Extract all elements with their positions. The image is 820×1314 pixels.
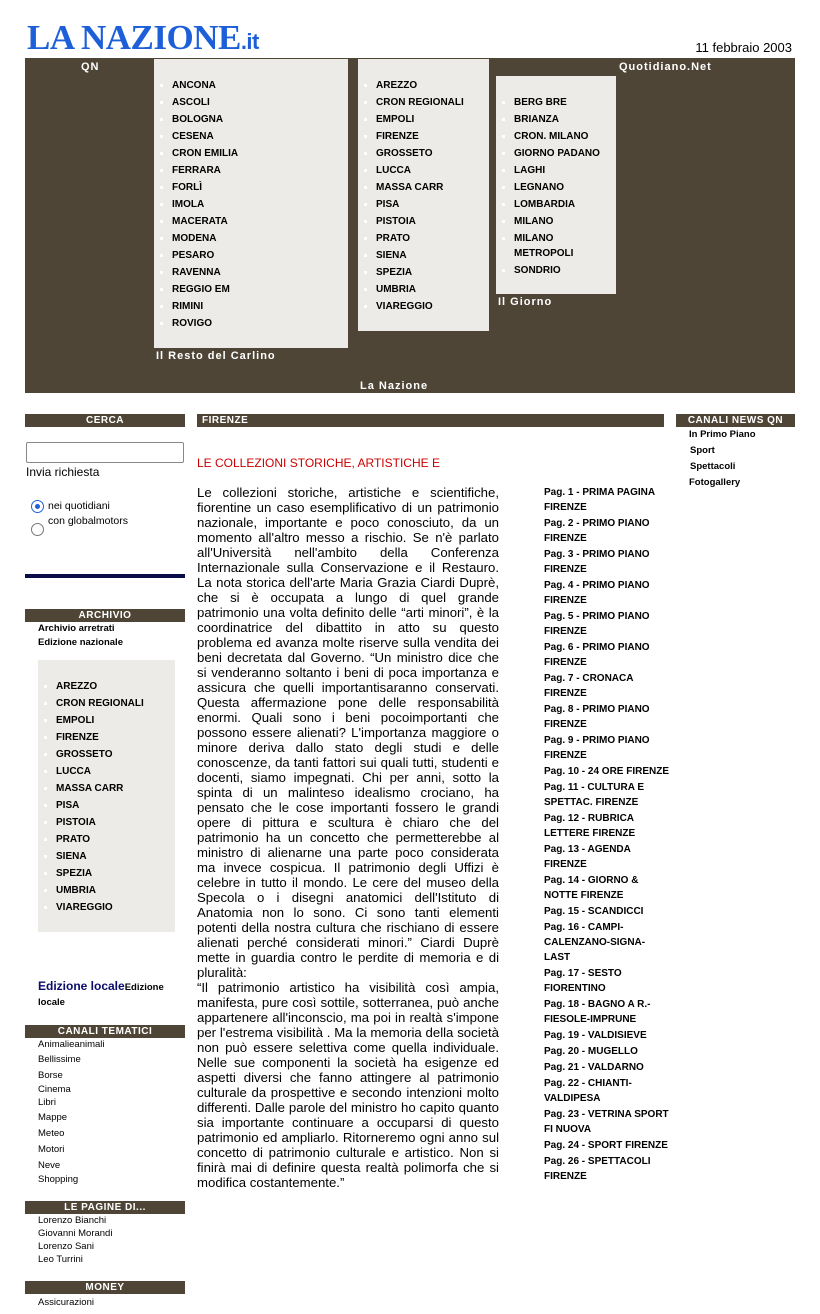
city-link[interactable]: LAGHI — [496, 162, 616, 179]
page-index-link[interactable]: Pag. 8 - PRIMO PIANO FIRENZE — [544, 704, 650, 730]
canale-link[interactable]: Shopping — [38, 1174, 79, 1185]
city-link[interactable]: REGGIO EM — [154, 281, 348, 298]
nazione-city-list — [358, 59, 489, 315]
city-link[interactable]: PISTOIA — [358, 213, 489, 230]
archive-city-link[interactable]: SPEZIA — [38, 865, 175, 882]
city-link[interactable]: CRON EMILIA — [154, 145, 348, 162]
canale-link[interactable]: Libri — [38, 1097, 56, 1108]
page-index-link[interactable]: Pag. 7 - CRONACA FIRENZE — [544, 673, 634, 699]
city-link[interactable]: SIENA — [358, 247, 489, 264]
canale-link[interactable]: Bellissime — [38, 1054, 81, 1065]
city-link[interactable]: FORLÌ — [154, 179, 348, 196]
archive-city-link[interactable]: UMBRIA — [38, 882, 175, 899]
canale-link[interactable]: Neve — [38, 1160, 61, 1171]
page-index-link[interactable]: Pag. 1 - PRIMA PAGINA FIRENZE — [544, 487, 655, 513]
page-index-link[interactable]: Pag. 24 - SPORT FIRENZE — [544, 1140, 668, 1151]
page-index-link[interactable]: Pag. 6 - PRIMO PIANO FIRENZE — [544, 642, 650, 668]
city-link[interactable]: BRIANZA — [496, 111, 616, 128]
city-link[interactable]: ANCONA — [154, 77, 348, 94]
page-index-link[interactable]: Pag. 5 - PRIMO PIANO FIRENZE — [544, 611, 650, 637]
city-link[interactable]: SONDRIO — [496, 262, 616, 279]
archive-cities-box — [38, 660, 175, 932]
city-link[interactable]: GIORNO PADANO — [496, 145, 616, 162]
city-link[interactable]: BERG BRE — [496, 94, 616, 111]
page-index-link[interactable]: Pag. 21 - VALDARNO — [544, 1062, 644, 1073]
city-link[interactable]: CRON REGIONALI — [358, 94, 489, 111]
city-link[interactable]: RIMINI — [154, 298, 348, 315]
nazione-label[interactable]: La Nazione — [360, 380, 429, 392]
pagine-link[interactable]: Giovanni Morandi — [38, 1228, 113, 1239]
section-title: FIRENZE — [197, 414, 664, 427]
city-link[interactable]: LOMBARDIA — [496, 196, 616, 213]
city-link[interactable]: IMOLA — [154, 196, 348, 213]
page-index-link[interactable]: Pag. 22 - CHIANTI-VALDIPESA — [544, 1078, 632, 1104]
carlino-label[interactable]: Il Resto del Carlino — [156, 350, 276, 362]
search-title: CERCA — [25, 414, 185, 427]
article-body — [197, 485, 499, 1190]
canale-link[interactable]: Borse — [38, 1070, 63, 1081]
giorno-cities-box — [496, 76, 616, 294]
edizione-locale[interactable] — [38, 979, 178, 1010]
city-link[interactable]: BOLOGNA — [154, 111, 348, 128]
city-link[interactable]: PESARO — [154, 247, 348, 264]
archive-city-link[interactable]: FIRENZE — [38, 729, 175, 746]
page-index-link[interactable]: Pag. 13 - AGENDA FIRENZE — [544, 844, 631, 870]
city-link[interactable]: ASCOLI — [154, 94, 348, 111]
money-title: MONEY — [25, 1281, 185, 1294]
city-link[interactable]: FERRARA — [154, 162, 348, 179]
page-index-link[interactable]: Pag. 17 - SESTO FIORENTINO — [544, 968, 622, 994]
logo-tld: .it — [240, 29, 259, 54]
page-index-link[interactable]: Pag. 10 - 24 ORE FIRENZE — [544, 766, 670, 777]
city-link[interactable]: VIAREGGIO — [358, 298, 489, 315]
radio-globalmotors[interactable] — [31, 523, 44, 536]
archive-city-link[interactable]: MASSA CARR — [38, 780, 175, 797]
archive-city-link[interactable]: PISA — [38, 797, 175, 814]
current-date: 11 febbraio 2003 — [695, 40, 792, 55]
city-link[interactable]: RAVENNA — [154, 264, 348, 281]
giorno-label[interactable]: Il Giorno — [498, 296, 553, 308]
page-index-link[interactable]: Pag. 15 - SCANDICCI — [544, 906, 644, 917]
archive-title: ARCHIVIO — [25, 609, 185, 622]
city-link[interactable]: PRATO — [358, 230, 489, 247]
archive-city-link[interactable]: GROSSETO — [38, 746, 175, 763]
city-link[interactable]: LUCCA — [358, 162, 489, 179]
pagine-link[interactable]: Leo Turrini — [38, 1254, 83, 1265]
carlino-cities-box — [154, 59, 348, 348]
city-link[interactable]: LEGNANO — [496, 179, 616, 196]
article-paragraph: “Il patrimonio artistico ha visibilità così ampia, manifesta, pure così sottile, sotterranea, può anche appartenere all'inconscio, ma poi in realtà s'impone per l'estrema visibilità . Ma la memoria della società non può essere selettiva come quella individuale. Nelle sue componenti la società ha esigenze ed aspetti diversi che fanno attingere al patrimonio culturale da prospettive e secondo intenzioni molto differenti. Dalle parole del ministro ho capito quanto sia importante continuare a occuparsi di questo patrimonio ed ampliarlo. Ritorneremo ogni anno sul concetto di patrimonio culturale e artistico. Non si finirà mai di definire questa realtà polimorfa che si modifica costantemente.” — [197, 980, 499, 1190]
page-index-link[interactable]: Pag. 2 - PRIMO PIANO FIRENZE — [544, 518, 650, 544]
city-link[interactable]: EMPOLI — [358, 111, 489, 128]
giorno-city-list — [496, 76, 616, 279]
carlino-city-list — [154, 59, 348, 332]
search-input[interactable] — [26, 442, 184, 463]
page-index-link[interactable]: Pag. 14 - GIORNO & NOTTE FIRENZE — [544, 875, 639, 901]
archive-city-link[interactable]: PRATO — [38, 831, 175, 848]
pagine-link[interactable]: Lorenzo Bianchi — [38, 1215, 107, 1226]
article-headline: LE COLLEZIONI STORICHE, ARTISTICHE E — [197, 456, 440, 470]
canale-link[interactable]: Motori — [38, 1144, 65, 1155]
canali-news-link[interactable]: In Primo Piano — [689, 429, 756, 440]
page-index-link[interactable]: Pag. 26 - SPETTACOLI FIRENZE — [544, 1156, 651, 1182]
city-link[interactable]: SPEZIA — [358, 264, 489, 281]
radio-quotidiani-label: nei quotidiani — [48, 500, 110, 512]
city-link[interactable]: MACERATA — [154, 213, 348, 230]
page-index-link[interactable]: Pag. 3 - PRIMO PIANO FIRENZE — [544, 549, 650, 575]
divider — [25, 574, 185, 578]
city-link[interactable]: PISA — [358, 196, 489, 213]
radio-quotidiani[interactable] — [31, 500, 44, 513]
canale-link[interactable]: Mappe — [38, 1112, 68, 1123]
pagine-link[interactable]: Lorenzo Sani — [38, 1241, 94, 1252]
canale-link[interactable]: Meteo — [38, 1128, 65, 1139]
logo-text: LA NAZIONE — [27, 18, 241, 57]
editions-band — [25, 58, 795, 393]
canali-news-link[interactable]: Fotogallery — [689, 477, 741, 488]
archive-city-link[interactable]: SIENA — [38, 848, 175, 865]
archive-link-nazionale[interactable]: Edizione nazionale — [38, 637, 123, 648]
pagine-di-title: LE PAGINE DI... — [25, 1201, 185, 1214]
archive-city-link[interactable]: AREZZO — [38, 678, 175, 695]
nazione-cities-box — [358, 59, 489, 331]
site-logo[interactable] — [27, 18, 259, 58]
edizione-locale-link[interactable]: Edizione locale — [38, 979, 125, 993]
page-index-link[interactable]: Pag. 11 - CULTURA E SPETTAC. FIRENZE — [544, 782, 645, 808]
archive-city-link[interactable]: EMPOLI — [38, 712, 175, 729]
page-index-link[interactable]: Pag. 9 - PRIMO PIANO FIRENZE — [544, 735, 650, 761]
archive-city-link[interactable]: CRON REGIONALI — [38, 695, 175, 712]
city-link[interactable]: GROSSETO — [358, 145, 489, 162]
canali-news-link[interactable]: Sport — [690, 445, 715, 456]
page-index-link[interactable]: Pag. 20 - MUGELLO — [544, 1046, 638, 1057]
city-link[interactable]: MILANO METROPOLI — [496, 230, 608, 262]
page-index-link[interactable]: Pag. 4 - PRIMO PIANO FIRENZE — [544, 580, 650, 606]
city-link[interactable]: UMBRIA — [358, 281, 489, 298]
canale-link[interactable]: Cinema — [38, 1084, 71, 1095]
page-index-link[interactable]: Pag. 16 - CAMPI-CALENZANO-SIGNA-LAST — [544, 922, 646, 963]
canale-link[interactable]: Animalieanimali — [38, 1039, 105, 1050]
city-link[interactable]: CESENA — [154, 128, 348, 145]
radio-globalmotors-label: con globalmotors — [48, 515, 128, 527]
edizione-locale-small[interactable]: Edizione locale — [38, 982, 164, 1008]
city-link[interactable]: MODENA — [154, 230, 348, 247]
archive-city-link[interactable]: PISTOIA — [38, 814, 175, 831]
money-link[interactable]: Assicurazioni — [38, 1297, 94, 1308]
qn-label[interactable]: QN — [81, 61, 100, 73]
article-paragraph: Le collezioni storiche, artistiche e scientifiche, fiorentine un caso esemplificativo di un patrimonio nazionale, importante e poco conosciuto, da un momento all'altro messo a rischio. Se n'è parlato all'Università nell'ambito della Conferenza Internazionale sulla Conservazione e il Restauro. La nota storica dell'arte Maria Grazia Ciardi Duprè, che si è occupata a lungo di quel grande patrimonio una volta definito delle “arti minori”, è la coordinatrice del dibattito in atto su questo problema ed avanza molte riserve sulla vendita dei beni decretata dal Governo. “Un ministro dice che si venderanno soltanto i beni di poca importanza e assicura che quelli importantisaranno conservati. Questa affermazione pone delle responsabilità enormi. Quali sono i beni pocoimportanti che possono essere alienati? L'importanza maggiore o minore deriva dallo stato degli studi e delle conoscenze, da tanti fattori sui quali tutti, studenti e docenti, siamo impegnati. Chi per anni, sotto la spinta di un malinteso idealismo crociano, ha pensato che le cose importanti fossero le grandi opere di pittura e scultura è chiaro che del patrimonio ha un concetto che permetterebbe al ministro di alienarne una parte poco considerata ma invece cospicua. Il patrimonio degli Uffizi è celebre in tutto il mondo. Le cere del museo della Specola o i disegni anatomici dell'Istituto di Anatomia non lo sono. Ci sono tanti elementi potenti della nostra cultura che rischiano di essere alienati perché considerati minori.” Ciardi Duprè mette in guardia contro le perdite di memoria e di pluralità: — [197, 485, 499, 980]
city-link[interactable]: MASSA CARR — [358, 179, 489, 196]
search-submit-button[interactable]: Invia richiesta — [26, 465, 100, 479]
city-link[interactable]: MILANO — [496, 213, 616, 230]
archive-city-link[interactable]: VIAREGGIO — [38, 899, 175, 916]
city-link[interactable]: CRON. MILANO — [496, 128, 616, 145]
page-index-link[interactable]: Pag. 18 - BAGNO A R.-FIESOLE-IMPRUNE — [544, 999, 651, 1025]
city-link[interactable]: ROVIGO — [154, 315, 348, 332]
canali-news-link[interactable]: Spettacoli — [690, 461, 736, 472]
page-index — [544, 485, 670, 1185]
page-index-link[interactable]: Pag. 19 - VALDISIEVE — [544, 1030, 647, 1041]
archive-link-arretrati[interactable]: Archivio arretrati — [38, 623, 115, 634]
page-index-link[interactable]: Pag. 12 - RUBRICA LETTERE FIRENZE — [544, 813, 636, 839]
archive-city-link[interactable]: LUCCA — [38, 763, 175, 780]
city-link[interactable]: AREZZO — [358, 77, 489, 94]
page-index-link[interactable]: Pag. 23 - VETRINA SPORT FI NUOVA — [544, 1109, 669, 1135]
quotidiano-net-label[interactable]: Quotidiano.Net — [619, 61, 712, 73]
canali-tematici-title: CANALI TEMATICI — [25, 1025, 185, 1038]
city-link[interactable]: FIRENZE — [358, 128, 489, 145]
archive-city-list — [38, 660, 175, 916]
canali-news-title: CANALI NEWS QN — [676, 414, 795, 427]
